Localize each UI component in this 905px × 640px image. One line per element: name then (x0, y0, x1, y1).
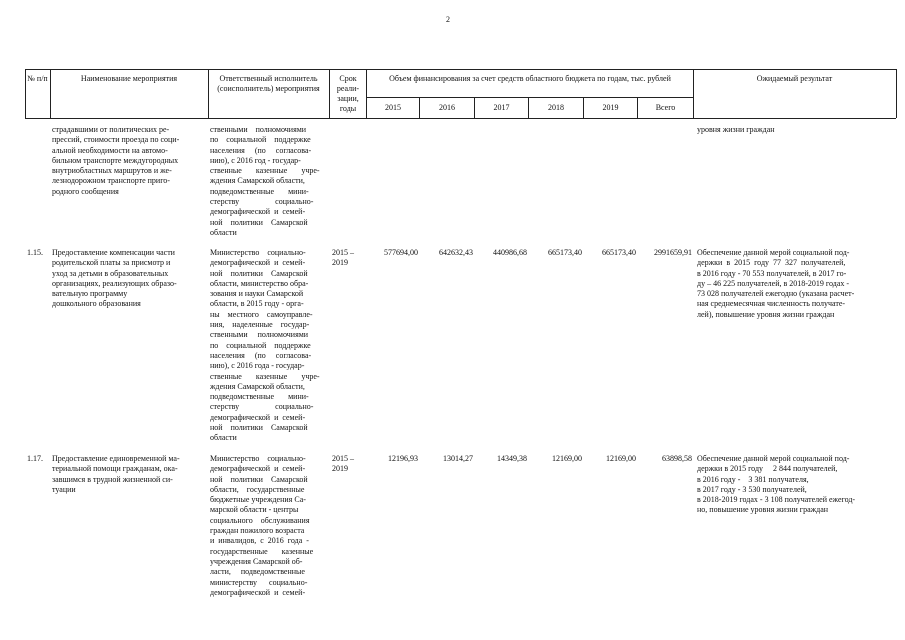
page-number: 2 (446, 15, 450, 24)
continuation-name: страдавшими от политических ре- прессий, стоимости проезда по соци- альной необходимости на автомо- бильном транспорте междугородных внутриобластных маршрутов и же- лезнодорожном транспорте приго- родного сообщения (52, 125, 180, 196)
years-divider (366, 97, 693, 98)
header-num: № п/п (27, 74, 48, 83)
row-value-2015: 12196,93 (388, 454, 418, 463)
table-top-border (25, 69, 896, 70)
row-value-2018: 665173,40 (548, 248, 582, 257)
col-border-resp (329, 69, 330, 118)
header-result: Ожидаемый результат (756, 74, 833, 83)
col-border-name (208, 69, 209, 118)
header-year-2016: 2016 (439, 103, 455, 112)
row-term: 2015 – 2019 (332, 454, 354, 474)
row-name: Предоставление компенсации части родительской платы за присмотр и уход за детьми в образовательных организациях, реализующих образо- вательную программу дошкольного образования (52, 248, 177, 309)
row-value-2017: 440986,68 (493, 248, 527, 257)
row-value-2016: 642632,43 (439, 248, 473, 257)
row-result: Обеспечение данной мерой социальной под- держки в 2015 году 77 327 получателей, в 2016 году - 70 553 получателей, в 2017 го- ду – 46 225 получателей, в 2018-2019 годах - 73 028 получателей ежегодно (указана расчет- ная среднемесячная численность получате- лей), повышение уровня жизни граждан (697, 248, 855, 319)
row-responsible: Министерство социально- демографической и семей- ной политики Самарской области, министерство обра- зования и науки Самарской области, в 2015 году - орга- ны местного самоуправле- ния, наделенные государ- ственными полномочиями по социальной поддержке населения (по согласова- нию), с 2016 года - государ- ственные казенные учре- ждения Самарской области, подведомственные мини- стерству социально- демографической и семей- ной политики Самарской области (210, 248, 320, 443)
row-value-2017: 14349,38 (497, 454, 527, 463)
header-year-2018: 2018 (548, 103, 564, 112)
row-value-2015: 577694,00 (384, 248, 418, 257)
row-value-2019: 12169,00 (606, 454, 636, 463)
header-year-2017: 2017 (493, 103, 510, 112)
header-year-2015: 2015 (385, 103, 401, 112)
header-year-total: Всего (655, 103, 676, 112)
row-term: 2015 – 2019 (332, 248, 354, 268)
row-result: Обеспечение данной мерой социальной под- держки в 2015 году 2 844 получателей, в 2016 году - 3 381 получателя, в 2017 году - 3 530 получателей, в 2018-2019 годах - 3 108 получателей ежегод- но, повышение уровня жизни граждан (697, 454, 856, 515)
continuation-responsible: ственными полномочиями по социальной поддержке населения (по согласова- нию), с 2016 год - государ- ственные казенные учре- ждения Самарской области, подведомственные мини- стерству социально- демографической и семей- ной политики Самарской области (210, 125, 320, 237)
col-border-num (50, 69, 51, 118)
header-responsible: Ответственный исполнитель (соисполнитель) мероприятия (217, 74, 320, 93)
header-year-2019: 2019 (602, 103, 619, 112)
row-value-total: 63898,58 (662, 454, 692, 463)
header-bottom-border (25, 118, 896, 119)
row-name: Предоставление единовременной ма- териальной помощи гражданам, ока- завшимся в трудной жизненной си- туации (52, 454, 180, 494)
continuation-result: уровня жизни граждан (697, 125, 775, 134)
row-responsible: Министерство социально- демографической и семей- ной политики Самарской области, государственные бюджетные учреждения Са- марской области - центры социального обслуживания граждан пожилого возраста и инвалидов, с 2016 года - государственные казенные учреждения Самарской об- ласти, подведомственные министерству социально- демографической и семей- (210, 454, 314, 597)
row-value-2018: 12169,00 (552, 454, 582, 463)
col-border-right (896, 69, 897, 118)
header-funding: Объем финансирования за счет средств областного бюджета по годам, тыс. рублей (389, 74, 671, 83)
row-number: 1.17. (27, 454, 43, 463)
row-value-2016: 13014,27 (443, 454, 473, 463)
row-value-2019: 665173,40 (602, 248, 636, 257)
col-border-total (693, 69, 694, 118)
row-value-total: 2991659,91 (654, 248, 692, 257)
header-term: Срок реали-зации, годы (336, 74, 360, 113)
header-name: Наименование мероприятия (80, 74, 178, 83)
col-border-left (25, 69, 26, 118)
row-number: 1.15. (27, 248, 43, 257)
